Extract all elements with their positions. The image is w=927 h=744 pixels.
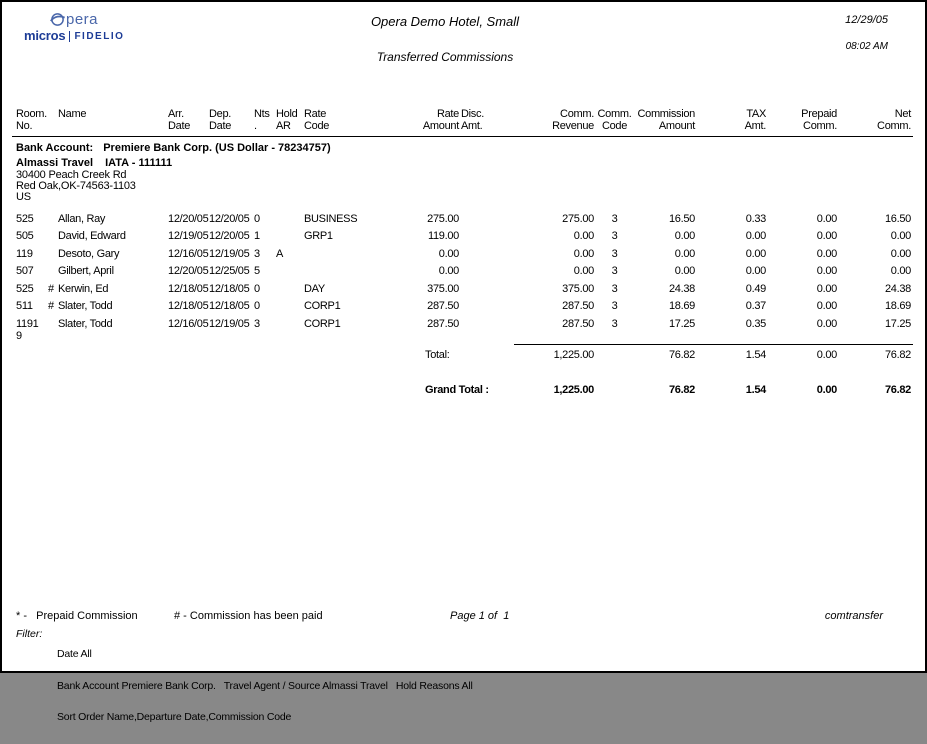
cell-disc (461, 226, 493, 244)
table-row (12, 261, 913, 279)
logo-separator (69, 31, 70, 42)
cell-comm_revenue: 275.00 (562, 212, 594, 225)
cell-dep: 12/25/05 (209, 265, 250, 277)
col-header-hold: Hold AR (274, 105, 296, 136)
cell-arr: 12/20/05 (168, 212, 209, 225)
cell-hold: A (276, 247, 284, 260)
cell-net: 16.50 (884, 212, 911, 225)
empty-cell (168, 381, 209, 396)
col-header-room: Room. No. (12, 105, 44, 136)
cell-nts: 3 (254, 247, 260, 260)
cell-tax: 0.00 (745, 247, 766, 260)
cell-name: Allan, Ray (58, 212, 106, 225)
empty-cell (168, 346, 209, 364)
cell-tax: 0.33 (745, 212, 766, 225)
col-header-rate_amount: Rate Amount (401, 105, 461, 136)
grand-total-row-tax: 1.54 (745, 383, 766, 396)
cell-disc (461, 314, 493, 342)
total-row (12, 346, 913, 364)
hotel-name: Opera Demo Hotel, Small (370, 14, 520, 29)
empty-cell (296, 346, 401, 364)
cell-comm_code: 3 (611, 317, 618, 330)
cell-disc (461, 296, 493, 314)
cell-nts: 3 (254, 317, 260, 330)
cell-arr: 12/16/05 (168, 317, 209, 330)
cell-prepaid: 0.00 (816, 230, 837, 242)
grand-total-row (12, 381, 913, 396)
empty-cell (12, 346, 44, 364)
cell-hold (274, 209, 296, 227)
empty-cell (253, 346, 274, 364)
cell-rate_code (296, 261, 401, 279)
cell-hold (274, 279, 296, 297)
cell-marker: # (48, 282, 54, 295)
empty-cell (44, 346, 58, 364)
empty-cell (253, 381, 274, 396)
cell-marker (44, 209, 58, 227)
cell-hold (274, 296, 296, 314)
cell-prepaid: 0.00 (816, 265, 837, 277)
table-row (12, 296, 913, 314)
agent-iata: IATA - 111111 (105, 157, 173, 169)
cell-arr: 12/16/05 (168, 247, 209, 260)
cell-room: 505 (16, 230, 34, 242)
cell-rate_amount: 275.00 (427, 212, 459, 225)
cell-name: Gilbert, April (58, 265, 114, 277)
col-header-disc: Disc. Amt. (461, 105, 493, 136)
cell-comm_revenue: 375.00 (562, 282, 594, 295)
cell-dep: 12/18/05 (209, 300, 250, 312)
cell-comm_revenue: 287.50 (562, 317, 594, 330)
empty-cell (58, 346, 168, 364)
filter-label: Filter: (16, 628, 43, 640)
cell-rate_code (296, 244, 401, 262)
filter-line-accounts: Bank Account Premiere Bank Corp. Travel Agent / Source Almassi Travel Hold Reasons All (57, 679, 473, 692)
cell-tax: 0.49 (745, 282, 766, 295)
cell-marker (44, 226, 58, 244)
cell-hold (274, 261, 296, 279)
empty-cell (44, 381, 58, 396)
grand-total-row-commission_amount: 76.82 (668, 383, 695, 396)
grand-total-row-prepaid: 0.00 (816, 383, 837, 396)
cell-disc (461, 261, 493, 279)
empty-cell (274, 381, 296, 396)
col-header-prepaid: Prepaid Comm. (768, 105, 839, 136)
cell-comm_code: 3 (611, 300, 618, 312)
empty-cell (274, 346, 296, 364)
bank-account-value: Premiere Bank Corp. (US Dollar - 78234757) (103, 142, 331, 154)
cell-name: Slater, Todd (58, 317, 113, 330)
cell-dep: 12/20/05 (209, 212, 250, 225)
cell-tax: 0.00 (745, 230, 766, 242)
empty-cell (209, 346, 253, 364)
cell-comm_code: 3 (611, 212, 618, 225)
filter-line-date: Date All (57, 648, 92, 660)
cell-comm_revenue: 0.00 (573, 265, 594, 277)
cell-rate_amount: 0.00 (438, 247, 459, 260)
cell-room: 507 (16, 265, 34, 277)
cell-name: Desoto, Gary (58, 247, 120, 260)
cell-rate_code: DAY (304, 282, 325, 295)
cell-room: 511 (16, 300, 33, 312)
cell-marker (44, 261, 58, 279)
cell-rate_code: BUSINESS (304, 212, 358, 225)
cell-dep: 12/20/05 (209, 230, 250, 242)
micros-logo-text: micros (24, 28, 66, 43)
col-header-tax: TAX Amt. (697, 105, 768, 136)
table-row (12, 226, 913, 244)
table-row (12, 244, 913, 262)
col-header-name: Name (58, 105, 168, 136)
filter-line-sort: Sort Order Name,Departure Date,Commission Code (57, 711, 292, 723)
cell-room: 11919 (16, 317, 39, 342)
cell-room: 525 (16, 282, 34, 295)
col-header-net: Net Comm. (839, 105, 913, 136)
fidelio-logo-text: FIDELIO (74, 31, 125, 42)
empty-cell (461, 346, 493, 364)
cell-net: 0.00 (890, 265, 911, 277)
total-row-comm_revenue: 1,225.00 (553, 348, 594, 361)
empty-cell (296, 381, 401, 396)
cell-prepaid: 0.00 (816, 282, 837, 295)
cell-commission_amount: 0.00 (674, 265, 695, 277)
cell-disc (461, 209, 493, 227)
opera-logo-text: pera (66, 10, 99, 28)
cell-nts: 0 (254, 282, 260, 295)
cell-rate_code: CORP1 (304, 317, 341, 330)
cell-hold (274, 314, 296, 342)
cell-rate_amount: 0.00 (438, 265, 459, 277)
cell-name: Kerwin, Ed (58, 282, 109, 295)
agent-city: Red Oak,OK-74563-1103 (16, 180, 136, 192)
cell-net: 17.25 (884, 317, 911, 330)
agent-address: 30400 Peach Creek Rd (16, 169, 127, 181)
cell-rate_code: GRP1 (304, 230, 333, 242)
table-row (12, 314, 913, 342)
cell-marker (44, 244, 58, 262)
grand-total-row-net: 76.82 (884, 383, 911, 396)
grand-total-row-label: Grand Total : (425, 383, 489, 396)
cell-commission_amount: 24.38 (668, 282, 695, 295)
report-date: 12/29/05 (845, 14, 888, 26)
col-header-arr: Arr. Date (168, 105, 209, 136)
cell-arr: 12/19/05 (168, 230, 209, 242)
cell-prepaid: 0.00 (816, 300, 837, 312)
cell-prepaid: 0.00 (816, 247, 837, 260)
empty-cell (209, 381, 253, 396)
cell-rate_amount: 287.50 (427, 300, 459, 312)
cell-comm_code: 3 (611, 230, 618, 242)
legend-prepaid-commission: * - Prepaid Commission (16, 610, 138, 622)
bank-account-block (16, 140, 331, 203)
col-header-dep: Dep. Date (209, 105, 253, 136)
spacer-row (12, 364, 913, 381)
cell-comm_revenue: 0.00 (573, 247, 594, 260)
total-row-tax: 1.54 (745, 348, 766, 361)
cell-nts: 0 (254, 300, 260, 312)
agent-country: US (16, 191, 31, 203)
cell-marker (44, 314, 58, 342)
table-row (12, 209, 913, 227)
empty-cell (596, 381, 633, 396)
cell-comm_code: 3 (611, 265, 618, 277)
cell-nts: 5 (254, 265, 260, 277)
cell-name: David, Edward (58, 230, 126, 242)
empty-cell (596, 346, 633, 364)
cell-rate_code: CORP1 (304, 300, 341, 312)
cell-tax: 0.35 (745, 317, 766, 330)
cell-tax: 0.00 (745, 265, 766, 277)
col-header-commission_amount: Commission Amount (633, 105, 697, 136)
col-header-rate_code: Rate Code (296, 105, 401, 136)
cell-net: 0.00 (890, 247, 911, 260)
bank-account-label: Bank Account: (16, 142, 94, 154)
cell-net: 24.38 (884, 282, 911, 295)
date-time-block (845, 14, 888, 52)
cell-commission_amount: 16.50 (668, 212, 695, 225)
cell-disc (461, 279, 493, 297)
cell-dep: 12/18/05 (209, 282, 250, 295)
legend-commission-paid: # - Commission has been paid (174, 610, 323, 622)
cell-hold (274, 226, 296, 244)
report-time: 08:02 AM (845, 41, 888, 52)
cell-rate_amount: 375.00 (427, 282, 459, 295)
cell-arr: 12/20/05 (168, 265, 209, 277)
page-number: Page 1 of 1 (450, 610, 510, 622)
cell-net: 0.00 (890, 230, 911, 242)
cell-tax: 0.37 (745, 300, 766, 312)
cell-net: 18.69 (884, 300, 911, 312)
cell-commission_amount: 18.69 (668, 300, 695, 312)
table-row (12, 279, 913, 297)
totals-rule (514, 344, 913, 345)
total-row-net: 76.82 (884, 348, 911, 361)
report-code: comtransfer (824, 610, 883, 622)
cell-arr: 12/18/05 (168, 282, 209, 295)
cell-disc (461, 244, 493, 262)
grand-total-row-comm_revenue: 1,225.00 (553, 383, 594, 396)
cell-commission_amount: 0.00 (674, 230, 695, 242)
cell-room: 119 (16, 247, 33, 260)
total-row-prepaid: 0.00 (816, 348, 837, 361)
cell-arr: 12/18/05 (168, 300, 209, 312)
cell-prepaid: 0.00 (816, 317, 837, 330)
cell-commission_amount: 0.00 (674, 247, 695, 260)
column-header-row (12, 105, 913, 136)
cell-name: Slater, Todd (58, 300, 113, 312)
cell-comm_revenue: 0.00 (573, 230, 594, 242)
cell-nts: 0 (254, 212, 260, 225)
filter-description (57, 628, 473, 744)
cell-rate_amount: 287.50 (427, 317, 459, 330)
cell-commission_amount: 17.25 (668, 317, 695, 330)
cell-prepaid: 0.00 (816, 212, 837, 225)
empty-cell (58, 381, 168, 396)
spacer-cell (12, 364, 913, 381)
agent-name: Almassi Travel (16, 157, 94, 169)
col-header-comm_revenue: Comm. Revenue (493, 105, 596, 136)
report-title: Transferred Commissions (376, 50, 514, 64)
total-row-commission_amount: 76.82 (668, 348, 695, 361)
cell-dep: 12/19/05 (209, 247, 250, 260)
col-header-nts: Nts . (253, 105, 274, 136)
cell-nts: 1 (254, 230, 260, 242)
cell-rate_amount: 119.00 (427, 230, 459, 242)
cell-dep: 12/19/05 (209, 317, 250, 330)
cell-room: 525 (16, 212, 34, 225)
total-row-label: Total: (425, 348, 450, 361)
empty-cell (12, 381, 44, 396)
cell-marker: # (48, 300, 54, 312)
cell-comm_code: 3 (611, 282, 618, 295)
cell-comm_code: 3 (611, 247, 618, 260)
cell-comm_revenue: 287.50 (562, 300, 594, 312)
col-header-comm_code: Comm. Code (596, 105, 633, 136)
